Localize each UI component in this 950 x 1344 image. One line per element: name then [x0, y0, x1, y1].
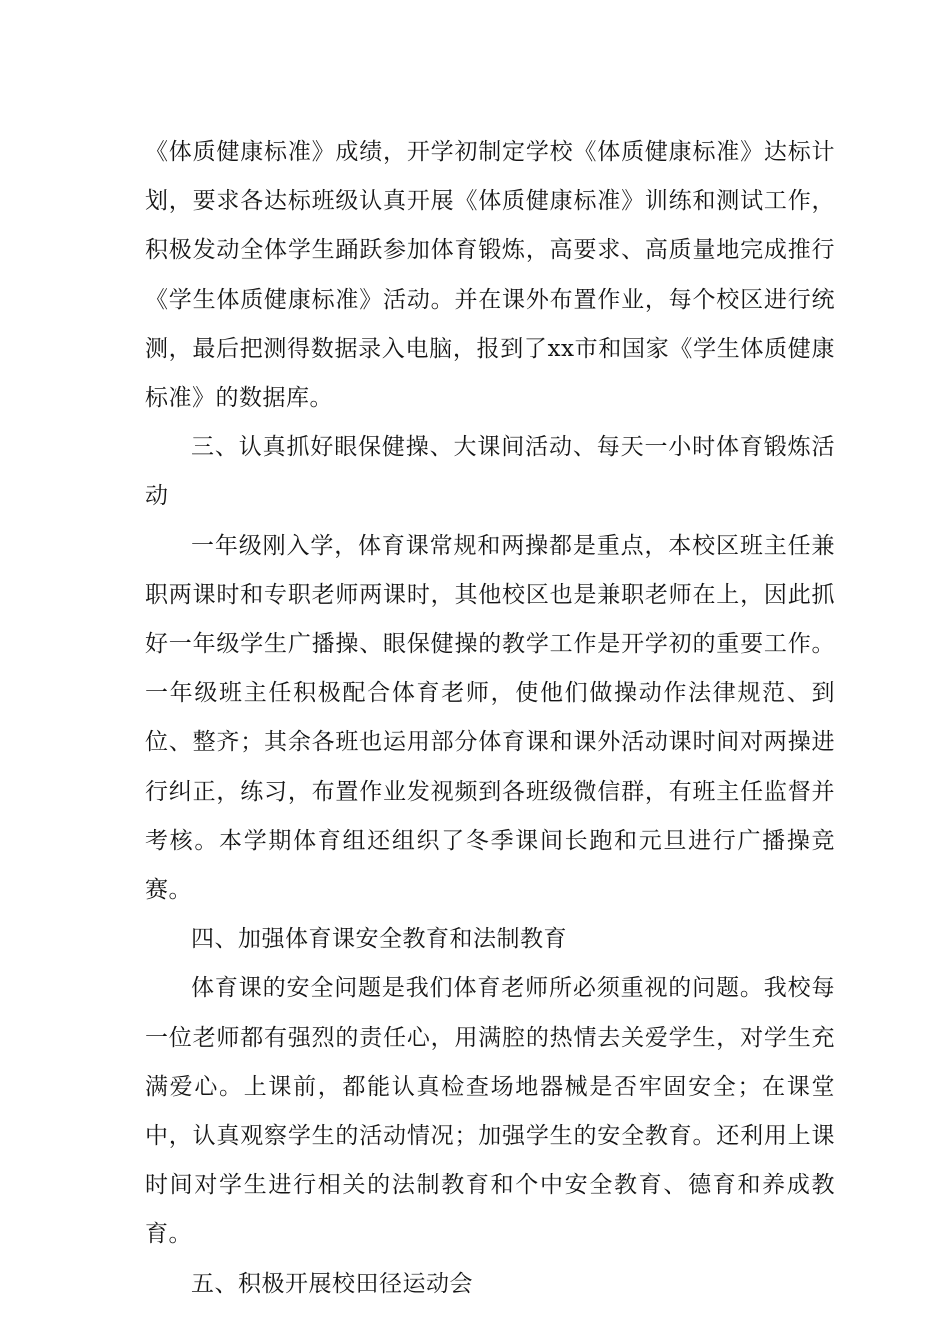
section-heading-4: 四、加强体育课安全教育和法制教育: [191, 926, 567, 953]
section-heading-3: 三、认真抓好眼保健操、大课间活动、每天一小时体育锻炼活动: [145, 434, 835, 510]
paragraph-exercises: 一年级刚入学，体育课常规和两操都是重点，本校区班主任兼职两课时和专职老师两课时，其他校区也是兼职老师在上，因此抓好一年级学生广播操、眼保健操的教学工作是开学初的重要工作。一年级班主任积极配合体育老师，使他们做操动作法律规范、到位、整齐；其余各班也运用部分体育课和课外活动课时间对两操进行纠正，练习，布置作业发视频到各班级微信群，有班主任监督并考核。本学期体育组还组织了冬季课间长跑和元旦进行广播操竞赛。: [145, 532, 835, 904]
section-heading-5: 五、积极开展校田径运动会: [191, 1270, 473, 1297]
paragraph-safety: 体育课的安全问题是我们体育老师所必须重视的问题。我校每一位老师都有强烈的责任心，用满腔的热情去关爱学生，对学生充满爱心。上课前，都能认真检查场地器械是否牢固安全；在课堂中，认真观察学生的活动情况；加强学生的安全教育。还利用上课时间对学生进行相关的法制教育和个中安全教育、德育和养成教育。: [145, 975, 835, 1248]
paragraph-continuation: 《体质健康标准》成绩，开学初制定学校《体质健康标准》达标计划，要求各达标班级认真开展《体质健康标准》训练和测试工作，积极发动全体学生踊跃参加体育锻炼，高要求、高质量地完成推行《学生体质健康标准》活动。并在课外布置作业，每个校区进行统测，最后把测得数据录入电脑，报到了xx市和国家《学生体质健康标准》的数据库。: [145, 139, 835, 412]
document-body: [145, 128, 835, 1309]
